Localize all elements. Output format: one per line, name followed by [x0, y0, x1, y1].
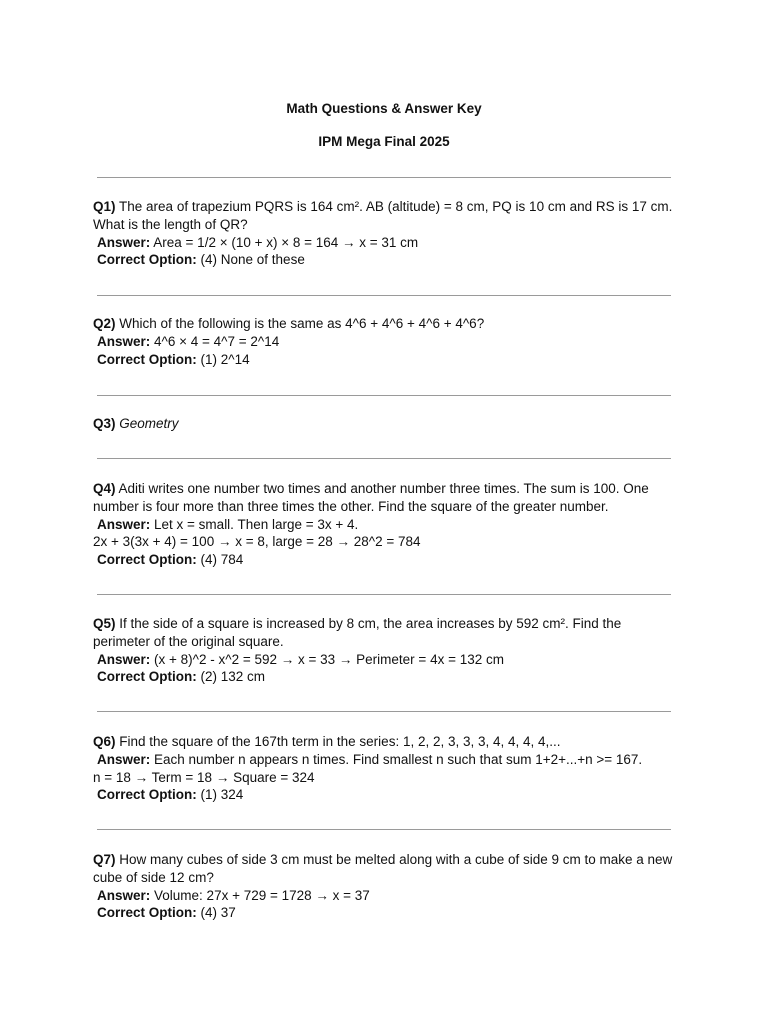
question-text [93, 615, 677, 651]
option-line [93, 668, 677, 686]
divider [97, 395, 671, 396]
answer-text: Area = 1/2 × (10 + x) × 8 = 164 → x = 31 cm [153, 234, 419, 250]
answer-line [93, 887, 677, 905]
question-number: Q3) [93, 416, 116, 431]
question-block-1 [93, 198, 677, 269]
option-label: Correct Option: [97, 552, 197, 568]
option-text: (4) None of these [200, 252, 305, 268]
option-line [93, 786, 677, 804]
divider [97, 295, 671, 296]
option-line [93, 904, 677, 922]
question-body: Find the square of the 167th term in the series: 1, 2, 2, 3, 3, 3, 4, 4, 4, 4,... [119, 734, 561, 749]
question-block-3 [93, 415, 677, 433]
document-title: Math Questions & Answer Key [286, 101, 482, 116]
answer-line [93, 516, 677, 534]
answer-continuation: 2x + 3(3x + 4) = 100 → x = 8, large = 28 → 28^2 = 784 [93, 534, 421, 550]
question-body: How many cubes of side 3 cm must be melted along with a cube of side 9 cm to make a new cube of side 12 cm? [93, 852, 673, 885]
question-number: Q7) [93, 852, 116, 867]
question-body: If the side of a square is increased by 8 cm, the area increases by 592 cm². Find the perimeter of the original square. [93, 616, 622, 649]
option-label: Correct Option: [97, 351, 197, 367]
option-label: Correct Option: [97, 905, 197, 921]
option-text: (1) 324 [200, 787, 244, 803]
question-block-4 [93, 480, 677, 569]
option-label: Correct Option: [97, 787, 197, 803]
answer-label: Answer: [97, 234, 151, 250]
question-body: Aditi writes one number two times and another number three times. The sum is 100. One number is four more than three times the other. Find the square of the greater number. [93, 481, 649, 514]
option-label: Correct Option: [97, 669, 197, 685]
answer-text: Each number n appears n times. Find smallest n such that sum 1+2+...+n >= 167. [154, 751, 643, 767]
question-text [93, 480, 677, 516]
divider [97, 458, 671, 459]
question-number: Q1) [93, 199, 116, 214]
answer-text: 4^6 × 4 = 4^7 = 2^14 [154, 333, 280, 349]
answer-label: Answer: [97, 887, 151, 903]
question-block-5 [93, 615, 677, 686]
option-line [93, 551, 677, 569]
option-text: (2) 132 cm [200, 669, 266, 685]
question-text [93, 733, 677, 751]
answer-continuation: n = 18 → Term = 18 → Square = 324 [93, 769, 315, 785]
option-label: Correct Option: [97, 252, 197, 268]
answer-label: Answer: [97, 516, 151, 532]
question-block-2 [93, 315, 677, 368]
divider [97, 829, 671, 830]
question-text [93, 415, 677, 433]
answer-label: Answer: [97, 751, 151, 767]
answer-text: Volume: 27x + 729 = 1728 → x = 37 [154, 887, 370, 903]
answer-text: (x + 8)^2 - x^2 = 592 → x = 33 → Perimeter = 4x = 132 cm [154, 651, 504, 667]
option-text: (4) 37 [200, 905, 236, 921]
question-body: Geometry [119, 416, 179, 431]
divider [97, 177, 671, 178]
answer-line [93, 651, 677, 669]
divider [97, 594, 671, 595]
question-body: Which of the following is the same as 4^6 + 4^6 + 4^6 + 4^6? [119, 316, 485, 331]
question-text [93, 851, 677, 887]
option-line [93, 351, 677, 369]
question-number: Q4) [93, 481, 116, 496]
option-line [93, 251, 677, 269]
question-body: The area of trapezium PQRS is 164 cm². AB (altitude) = 8 cm, PQ is 10 cm and RS is 17 cm. What is the length of QR? [93, 199, 673, 232]
question-number: Q2) [93, 316, 116, 331]
question-block-7 [93, 851, 677, 922]
answer-label: Answer: [97, 333, 151, 349]
option-text: (1) 2^14 [200, 351, 250, 367]
answer-text: Let x = small. Then large = 3x + 4. [154, 516, 359, 532]
answer-line [93, 751, 677, 769]
answer-line [93, 333, 677, 351]
question-number: Q5) [93, 616, 116, 631]
question-text [93, 315, 677, 333]
answer-line [93, 234, 677, 252]
option-text: (4) 784 [200, 552, 244, 568]
divider [97, 711, 671, 712]
question-number: Q6) [93, 734, 116, 749]
question-block-6 [93, 733, 677, 804]
question-text [93, 198, 677, 234]
answer-label: Answer: [97, 651, 151, 667]
document-subtitle: IPM Mega Final 2025 [318, 134, 450, 149]
